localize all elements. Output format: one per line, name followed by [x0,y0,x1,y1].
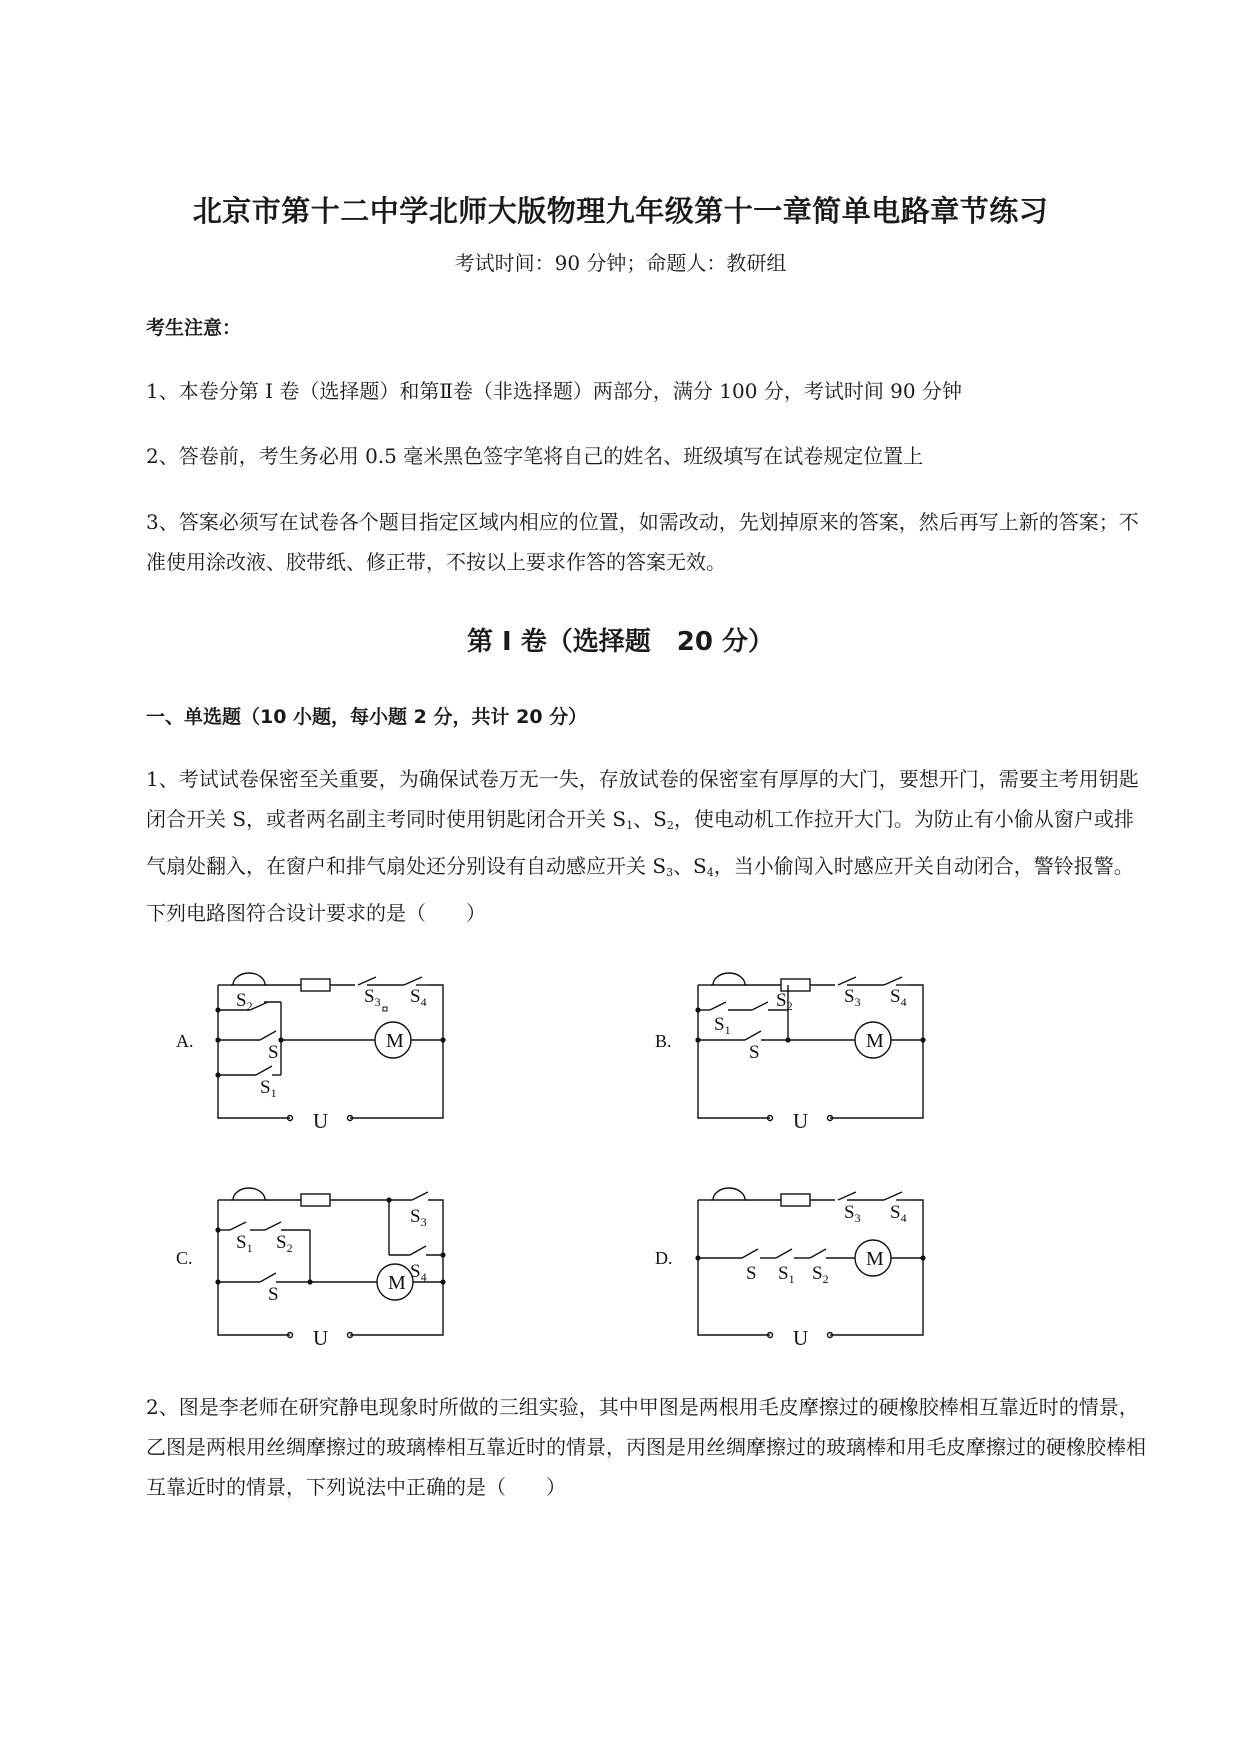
c-source-label: U [313,1326,329,1350]
question-1-text: 1、考试试卷保密至关重要，为确保试卷万无一失，存放试卷的保密室有厚厚的大门，要想开门，需要主考用钥匙闭合开关 S，或者两名副主考同时使用钥匙闭合开关 $S_1$、$S_2$，使电动机工作拉开大门。为防止有小偷从窗户或排气扇处翻入，在窗户和排气扇处还分别设有自动感应开关 $S_3$、$S_4$，当小偷闯入时感应开关自动闭合，警铃报警。下列电路图符合设计要求的是（ ） [146,767,1139,925]
exam-info: 考试时间：90 分钟；命题人：教研组 [454,251,787,275]
option-b-label: B. [655,1031,672,1051]
b-source-label: U [793,1109,809,1133]
d-switch-s4-label: $S_4$ [890,1202,907,1225]
notice-heading: 考生注意： [146,317,242,339]
a-switch-s2-label: $S_2$ [236,990,253,1013]
d-switch-s3-label: $S_3$ [844,1202,861,1225]
a-switch-s3-label: $S_3$ [364,986,381,1009]
a-switch-s1-label: $S_1$ [260,1077,277,1100]
option-a-label: A. [176,1031,194,1051]
d-switch-s-label: S [746,1263,757,1284]
a-motor-label: M [386,1030,404,1052]
d-switch-s1-label: $S_1$ [778,1263,795,1286]
option-d-label: D. [655,1248,673,1268]
part-heading: 一、单选题（10 小题，每小题 2 分，共计 20 分） [146,706,588,728]
b-switch-s3-label: $S_3$ [844,986,861,1009]
c-switch-s1-label: $S_1$ [236,1232,253,1255]
c-motor-label: M [388,1272,406,1294]
question-2-text: 2、图是李老师在研究静电现象时所做的三组实验，其中甲图是两根用毛皮摩擦过的硬橡胶棒相互靠近时的情景，乙图是两根用丝绸摩擦过的玻璃棒相互靠近时的情景，丙图是用丝绸摩擦过的玻璃棒和用毛皮摩擦过的硬橡胶棒相互靠近时的情景，下列说法中正确的是（ ） [146,1395,1146,1499]
b-switch-s1-label: $S_1$ [714,1014,731,1037]
b-switch-s4-label: $S_4$ [890,986,907,1009]
a-switch-s-label: S [268,1042,279,1063]
b-switch-s2-label: $S_2$ [776,990,793,1013]
b-switch-s-label: S [749,1042,760,1063]
option-c-label: C. [176,1248,193,1268]
notice-item-3: 3、答案必须写在试卷各个题目指定区域内相应的位置，如需改动，先划掉原来的答案，然后再写上新的答案；不准使用涂改液、胶带纸、修正带，不按以上要求作答的答案无效。 [146,510,1139,574]
a-switch-s4-label: $S_4$ [410,986,427,1009]
section-heading: 第 I 卷（选择题 20 分） [466,627,774,657]
notice-item-1: 1、本卷分第 I 卷（选择题）和第Ⅱ卷（非选择题）两部分，满分 100 分，考试时间 90 分钟 [146,379,962,403]
circuit-options-figure [0,940,1241,1350]
a-source-label: U [313,1109,329,1133]
d-switch-s2-label: $S_2$ [812,1263,829,1286]
c-switch-s-label: S [268,1284,279,1305]
d-source-label: U [793,1326,809,1350]
b-motor-label: M [866,1030,884,1052]
page-title: 北京市第十二中学北师大版物理九年级第十一章简单电路章节练习 [192,194,1049,228]
c-switch-s4-label: $S_4$ [410,1261,427,1284]
c-switch-s2-label: $S_2$ [276,1232,293,1255]
notice-item-2: 2、答卷前，考生务必用 0.5 毫米黑色签字笔将自己的姓名、班级填写在试卷规定位置上 [146,444,924,468]
d-motor-label: M [866,1248,884,1270]
c-switch-s3-label: $S_3$ [410,1206,427,1229]
